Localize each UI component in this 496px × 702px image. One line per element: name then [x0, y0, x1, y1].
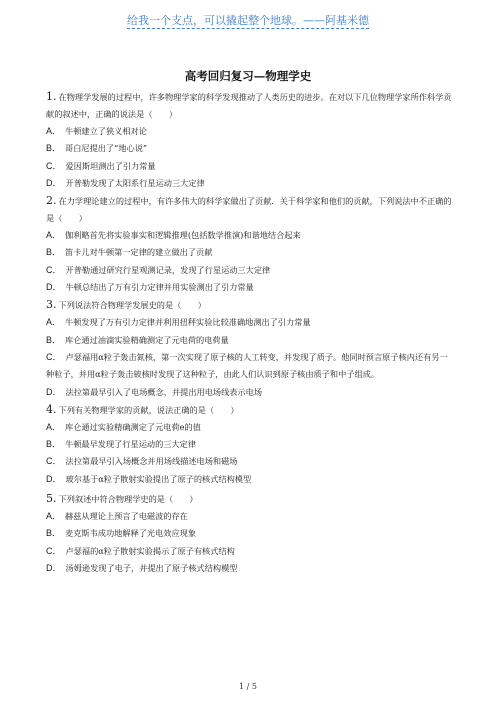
option-label: C．	[46, 351, 62, 362]
option-label: A．	[46, 511, 62, 522]
option-text: 法拉第最早引入了电场概念，并提出用电场线表示电场	[65, 386, 263, 397]
option-text: 卢瑟福用α粒子轰击氮核，第一次实现了原子核的人工转变，并发现了质子。他同时预言原子核内还有另一种粒子，并用α粒子轰击铍核时发现了这种粒子，由此人们认识到原子核由质子和中子组成。	[46, 351, 448, 380]
question-1	[46, 88, 454, 192]
option-text: 牛顿建立了狭义相对论	[65, 126, 147, 136]
option-label: B．	[46, 143, 62, 154]
option-label: D．	[46, 473, 62, 484]
option-text: 牛顿最早发现了行星运动的三大定律	[65, 439, 197, 450]
option-label: A．	[46, 126, 62, 136]
option-b	[46, 244, 454, 261]
question-stem	[46, 401, 454, 419]
option-text: 法拉第最早引入场概念并用场线描述电场和磁场	[65, 456, 238, 467]
option-label: D．	[46, 177, 62, 188]
question-number: 2.	[46, 194, 57, 208]
option-a	[46, 123, 454, 140]
option-text: 伽利略首先将实验事实和逻辑推理(包括数学推演)和谐地结合起来	[65, 230, 301, 241]
option-label: A．	[46, 317, 62, 328]
option-b	[46, 436, 454, 453]
option-a	[46, 508, 454, 525]
option-d	[46, 279, 454, 296]
question-text: 下列叙述中符合物理学史的是（ ）	[58, 494, 198, 505]
option-text: 爱因斯坦测出了引力常量	[65, 160, 156, 171]
option-c	[46, 453, 454, 470]
header-quote-text[interactable]: 给我一个支点，可以撬起整个地球。——阿基米德	[127, 14, 369, 27]
option-d	[46, 560, 454, 577]
option-label: C．	[46, 545, 62, 556]
question-3	[46, 296, 454, 400]
option-c	[46, 543, 454, 560]
option-a	[46, 227, 454, 244]
option-label: B．	[46, 439, 62, 450]
page-title: 高考回归复习—物理学史	[184, 69, 312, 83]
option-label: B．	[46, 334, 62, 345]
page-number: 1 / 5	[239, 682, 257, 691]
question-5	[46, 490, 454, 577]
option-text: 哥白尼提出了“地心说”	[65, 143, 148, 154]
option-label: C．	[46, 264, 62, 275]
header-quote	[0, 12, 496, 28]
question-text: 在物理学发展的过程中，许多物理学家的科学发现推动了人类历史的进步。在对以下几位物理学家所作科学贡献的叙述中，正确的说法是（ ）	[46, 92, 452, 119]
option-label: B．	[46, 247, 62, 258]
option-label: C．	[46, 160, 62, 171]
option-a	[46, 314, 454, 331]
option-label: A．	[46, 230, 62, 241]
option-label: D．	[46, 562, 62, 573]
option-text: 库仑通过实验精确测定了元电荷e的值	[65, 421, 201, 432]
question-text: 在力学理论建立的过程中，有许多伟大的科学家做出了贡献．关于科学家和他们的贡献，下列说法中不正确的是（ ）	[46, 196, 452, 224]
option-b	[46, 525, 454, 542]
option-d	[46, 175, 454, 192]
question-stem	[46, 192, 454, 227]
question-stem	[46, 88, 454, 123]
option-b	[46, 140, 454, 157]
option-text: 笛卡儿对牛顿第一定律的建立做出了贡献	[65, 247, 213, 258]
option-c	[46, 158, 454, 175]
option-b	[46, 332, 454, 349]
option-text: 汤姆逊发现了电子，并提出了原子核式结构模型	[65, 562, 238, 573]
option-label: A．	[46, 421, 62, 432]
option-text: 开普勒通过研究行星观测记录，发现了行星运动三大定律	[65, 264, 271, 275]
option-d	[46, 384, 454, 401]
option-text: 牛顿总结出了万有引力定律并用实验测出了引力常量	[65, 282, 254, 293]
option-text: 赫兹从理论上预言了电磁波的存在	[65, 511, 188, 522]
option-a	[46, 419, 454, 436]
question-text: 下列有关物理学家的贡献，说法正确的是（ ）	[58, 404, 239, 415]
question-text: 下列说法符合物理学发展史的是（ ）	[58, 300, 206, 311]
option-label: D．	[46, 386, 62, 397]
question-number: 4.	[46, 402, 57, 416]
option-text: 开普勒发现了太阳系行星运动三大定律	[65, 177, 205, 188]
option-d	[46, 471, 454, 488]
question-number: 3.	[46, 298, 57, 312]
option-text: 玻尔基于α粒子散射实验提出了原子的核式结构模型	[65, 473, 252, 484]
option-label: D．	[46, 282, 62, 293]
question-4	[46, 401, 454, 488]
option-c	[46, 349, 454, 384]
option-text: 麦克斯韦成功地解释了光电效应现象	[65, 528, 197, 539]
option-c	[46, 262, 454, 279]
option-text: 牛顿发现了万有引力定律并利用扭秤实验比较准确地测出了引力常量	[65, 317, 311, 328]
option-label: B．	[46, 528, 62, 539]
option-text: 卢瑟福的α粒子散射实验揭示了原子有核式结构	[65, 545, 235, 556]
question-2	[46, 192, 454, 296]
question-number: 5.	[46, 492, 57, 506]
option-text: 库仑通过油滴实验精确测定了元电荷的电荷量	[65, 334, 229, 345]
question-list	[46, 88, 454, 577]
question-stem	[46, 490, 454, 508]
question-stem	[46, 296, 454, 314]
question-number: 1.	[46, 90, 57, 103]
option-label: C．	[46, 456, 62, 467]
